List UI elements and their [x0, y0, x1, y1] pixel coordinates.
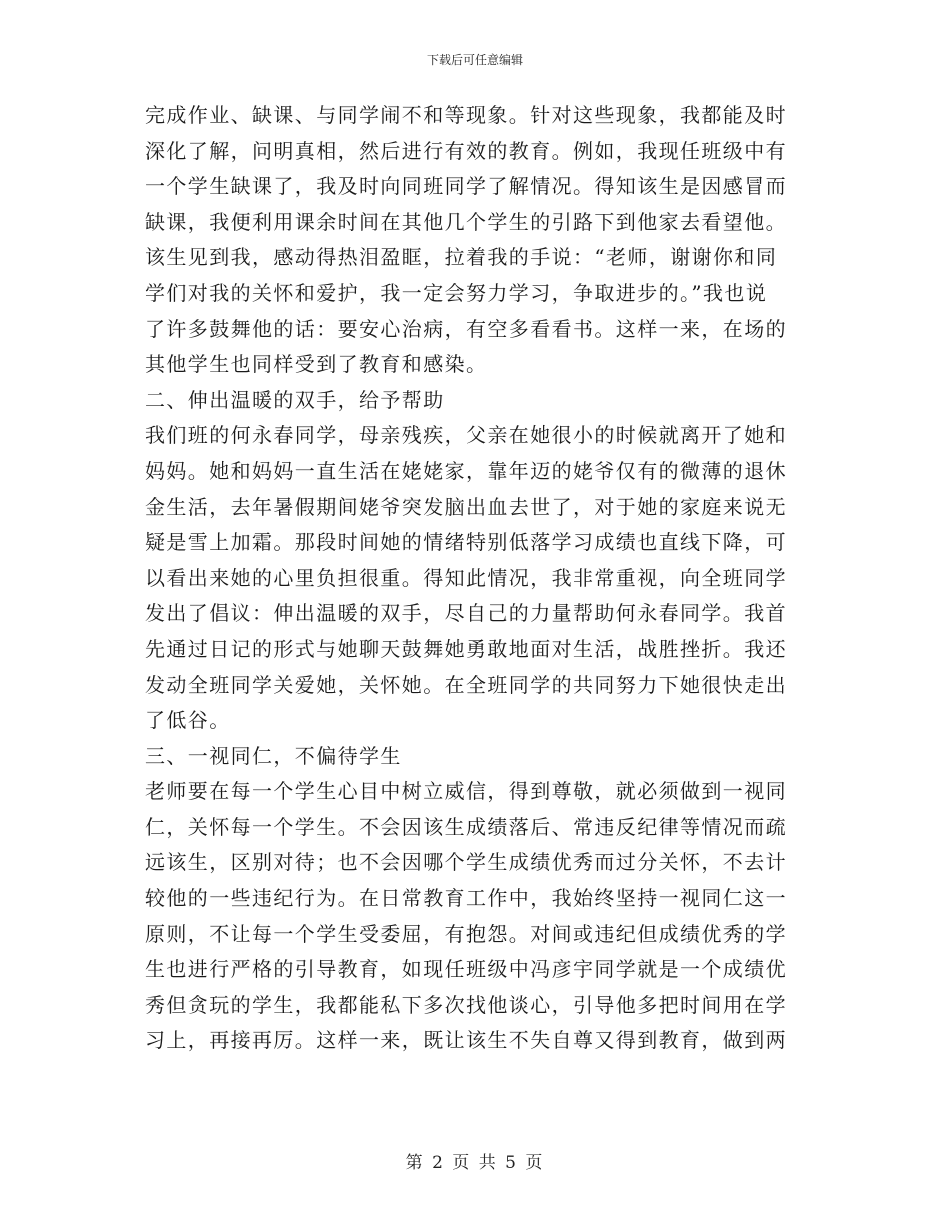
text-line: 了许多鼓舞他的话：要安心治病，有空多看看书。这样一来，在场的: [145, 316, 787, 341]
text-line: 先通过日记的形式与她聊天鼓舞她勇敢地面对生活，战胜挫折。我还: [145, 636, 787, 661]
text-line: 秀但贪玩的学生，我都能私下多次找他谈心，引导他多把时间用在学: [145, 992, 787, 1017]
section-heading: 三、一视同仁，不偏待学生: [145, 743, 402, 768]
text-line: 其他学生也同样受到了教育和感染。: [145, 352, 488, 377]
text-line: 仁，关怀每一个学生。不会因该生成绩落后、常违反纪律等情况而疏: [145, 814, 787, 839]
text-line: 习上，再接再厉。这样一来，既让该生不失自尊又得到教育，做到两: [145, 1028, 787, 1053]
text-line: 较他的一些违纪行为。在日常教育工作中，我始终坚持一视同仁这一: [145, 886, 787, 911]
section-heading: 二、伸出温暖的双手，给予帮助: [145, 387, 445, 412]
text-line: 发动全班同学关爱她，关怀她。在全班同学的共同努力下她很快走出: [145, 672, 787, 697]
text-line: 了低谷。: [145, 708, 231, 733]
text-line: 远该生，区别对待；也不会因哪个学生成绩优秀而过分关怀，不去计: [145, 850, 787, 875]
text-line: 我们班的何永春同学，母亲残疾，父亲在她很小的时候就离开了她和: [145, 423, 787, 448]
text-line: 发出了倡议：伸出温暖的双手，尽自己的力量帮助何永春同学。我首: [145, 601, 787, 626]
text-line: 疑是雪上加霜。那段时间她的情绪特别低落学习成绩也直线下降，可: [145, 530, 787, 555]
body-text: [145, 98, 805, 1059]
text-line: 金生活，去年暑假期间姥爷突发脑出血去世了，对于她的家庭来说无: [145, 494, 787, 519]
text-line: 一个学生缺课了，我及时向同班同学了解情况。得知该生是因感冒而: [145, 174, 787, 199]
text-line: 生也进行严格的引导教育，如现任班级中冯彦宇同学就是一个成绩优: [145, 957, 787, 982]
text-line: 学们对我的关怀和爱护，我一定会努力学习，争取进步的。”我也说: [145, 280, 768, 305]
text-line: 老师要在每一个学生心目中树立威信，得到尊敬，就必须做到一视同: [145, 779, 787, 804]
text-line: 缺课，我便利用课余时间在其他几个学生的引路下到他家去看望他。: [145, 209, 787, 234]
page-header: 下载后可任意编辑: [426, 53, 523, 67]
text-line: 原则，不让每一个学生受委屈，有抱怨。对间或违纪但成绩优秀的学: [145, 921, 787, 946]
text-line: 该生见到我，感动得热泪盈眶，拉着我的手说：“老师，谢谢你和同: [145, 245, 778, 270]
text-line: 妈妈。她和妈妈一直生活在姥姥家，靠年迈的姥爷仅有的微薄的退休: [145, 458, 787, 483]
text-line: 以看出来她的心里负担很重。得知此情况，我非常重视，向全班同学: [145, 565, 787, 590]
page-footer: 第 2 页 共 5 页: [405, 1153, 545, 1173]
text-line: 深化了解，问明真相，然后进行有效的教育。例如，我现任班级中有: [145, 138, 787, 163]
text-line: 完成作业、缺课、与同学闹不和等现象。针对这些现象，我都能及时: [145, 103, 787, 127]
